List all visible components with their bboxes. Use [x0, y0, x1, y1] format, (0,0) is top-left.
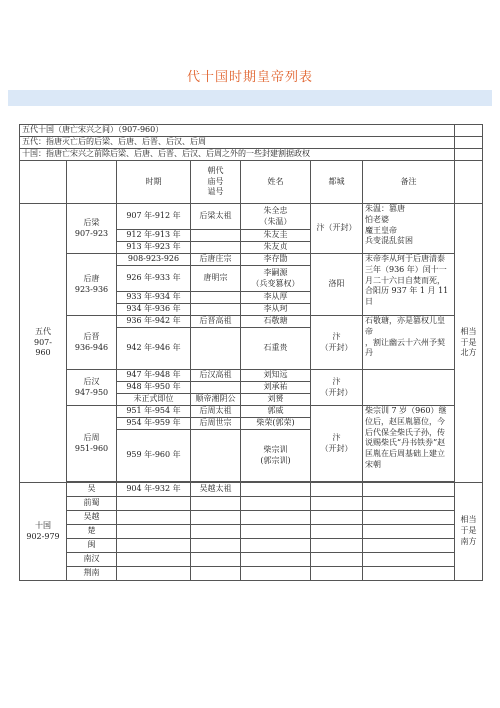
table-row: 后汉 947-950 947 年-948 年 后汉高祖 刘知远 汴 （开封） — [20, 370, 483, 382]
shiguo-label: 十国 902-979 — [20, 483, 67, 581]
table-row: 后唐 923-936 908-923-926 后唐庄宗 李存勖 洛阳 末帝李从珂于后唐清泰三年（936 年）闰十一月二十六日自焚而死，合阳历 937 年 1 月 11 日 — [20, 254, 483, 266]
dynasty-houtang: 后唐 923-936 — [67, 254, 117, 316]
table-row: 未正式即位 顺帝湘阴公 刘赟 — [20, 394, 483, 406]
intro-line-1: 五代十国（唐亡宋兴之间）（907-960） — [20, 125, 455, 137]
table-row: 十国 902-979 吴 904 年-932 年 吴越太祖 相当于是 南方 — [20, 483, 483, 497]
table-row: 954 年-959 年 后周世宗 柴荣(郭荣) — [20, 418, 483, 430]
table-row: 前蜀 — [20, 497, 483, 511]
table-row: 933 年-934 年 李从厚 — [20, 292, 483, 304]
capital-houtang: 洛阳 — [311, 254, 363, 316]
intro-row-1 — [20, 125, 483, 137]
dynasty-houjin: 后晋 936-946 — [67, 316, 117, 370]
header-temple: 朝代 庙号 谥号 — [191, 161, 241, 204]
capital-houliang: 汴（开封） — [311, 204, 363, 254]
table-row: 闽 — [20, 539, 483, 553]
table-row: 南汉 — [20, 553, 483, 567]
table-row: 吴越 — [20, 511, 483, 525]
table-row: 913 年-923 年 朱友贞 — [20, 242, 483, 254]
table-row: 荆南 — [20, 567, 483, 581]
table-row: 912 年-913 年 朱友圭 — [20, 230, 483, 242]
table-row: 959 年-960 年 柴宗训 (郭宗训) — [20, 430, 483, 482]
intro-row-3 — [20, 149, 483, 161]
intro-row-2 — [20, 137, 483, 149]
title-band — [8, 90, 492, 106]
dynasty-houhan: 后汉 947-950 — [67, 370, 117, 406]
header-row — [20, 161, 483, 204]
shiguo-side-note: 相当于是 南方 — [455, 483, 483, 581]
table-row: 948 年-950 年 刘承祐 — [20, 382, 483, 394]
table-row: 后周 951-960 951 年-954 年 后周太祖 郭威 汴 （开封） 柴宗训 7 岁（960）继位后，赵匡胤篡位，今后代保全柴氏子孙，传说赐柴氏“丹书铁券”赵匡胤在后周基础上建立宋朝 — [20, 406, 483, 418]
table-row: 942 年-946 年 石重贵 — [20, 328, 483, 370]
note-houtang: 末帝李从珂于后唐清泰三年（936 年）闰十一月二十六日自焚而死，合阳历 937 年 1 月 11 日 — [363, 254, 455, 316]
intro-line-2: 五代：指唐灭亡后的后梁、后唐、后晋、后汉、后周 — [20, 137, 455, 149]
wudai-label: 五代 907- 960 — [20, 204, 67, 483]
capital-houhan: 汴 （开封） — [311, 370, 363, 406]
table-row: 934 年-936 年 李从珂 — [20, 304, 483, 316]
table-row: 五代 907- 960 后梁 907-923 907 年-912 年 后梁太祖 朱全忠 （朱温） 汴（开封） 朱温：篡唐 怕老婆 魔王皇帝 兵变混乱贫困 相当于是 北方 — [20, 204, 483, 230]
header-name: 姓名 — [241, 161, 311, 204]
note-houliang: 朱温：篡唐 怕老婆 魔王皇帝 兵变混乱贫困 — [363, 204, 455, 254]
page-title: 代十国时期皇帝列表 — [186, 70, 313, 85]
dynasty-houzhou: 后周 951-960 — [67, 406, 117, 482]
table-row: 楚 — [20, 525, 483, 539]
note-houhan — [363, 370, 455, 406]
table-row: 926 年-933 年 唐明宗 李嗣源 （兵变篡权） — [20, 266, 483, 292]
note-houjin: 石敬瑭，亦是篡权儿皇帝 ，割让幽云十六州予契丹 — [363, 316, 455, 370]
wudai-side-note: 相当于是 北方 — [455, 204, 483, 483]
header-note: 备注 — [363, 161, 455, 204]
dynasty-houliang: 后梁 907-923 — [67, 204, 117, 254]
table-row: 后晋 936-946 936 年-942 年 后晋高祖 石敬瑭 汴 （开封） 石敬瑭，亦是篡权儿皇帝 ，割让幽云十六州予契丹 — [20, 316, 483, 328]
header-period: 时期 — [117, 161, 191, 204]
emperor-table — [19, 124, 483, 581]
header-capital: 都城 — [311, 161, 363, 204]
note-houzhou: 柴宗训 7 岁（960）继位后，赵匡胤篡位，今后代保全柴氏子孙，传说赐柴氏“丹书铁券”赵匡胤在后周基础上建立宋朝 — [363, 406, 455, 482]
capital-houzhou: 汴 （开封） — [311, 406, 363, 482]
intro-line-3: 十国：指唐亡宋兴之前除后梁、后唐、后晋、后汉、后周之外的一些封建割据政权 — [20, 149, 455, 161]
capital-houjin: 汴 （开封） — [311, 316, 363, 370]
